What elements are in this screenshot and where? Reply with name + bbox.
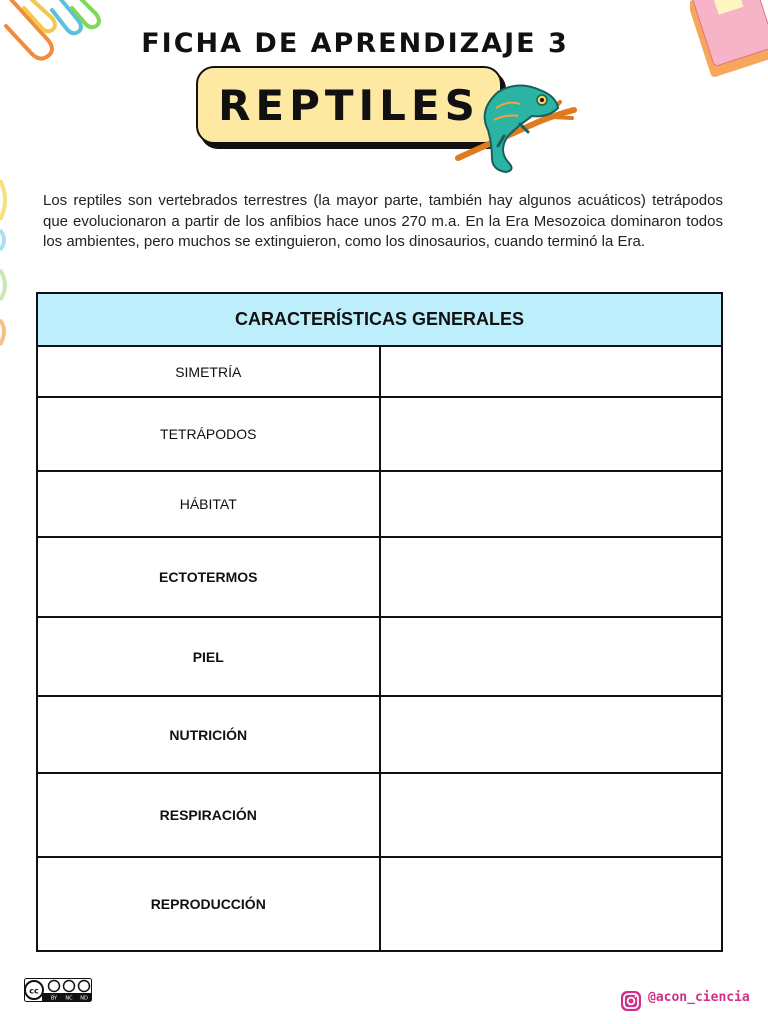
answer-cell-piel[interactable] bbox=[380, 617, 723, 696]
table-heading: CARACTERÍSTICAS GENERALES bbox=[37, 293, 722, 346]
side-decoration-icon bbox=[0, 160, 14, 350]
creative-commons-icon bbox=[24, 978, 92, 1002]
row-label-nutricion: NUTRICIÓN bbox=[37, 696, 380, 773]
table-row bbox=[37, 617, 722, 696]
table-row bbox=[37, 471, 722, 537]
answer-cell-reproduccion[interactable] bbox=[380, 857, 723, 951]
intro-paragraph: Los reptiles son vertebrados terrestres (la mayor parte, también hay algunos acuáticos) tetrápodos que evolucionaron a partir de los anfibios hace unos 270 m.a. En la Era Mesozoica dominaron todos los ambientes, pero muchos se extinguieron, como los dinosaurios, cuando terminó la Era. bbox=[43, 192, 723, 250]
answer-cell-ectotermos[interactable] bbox=[380, 537, 723, 617]
answer-cell-habitat[interactable] bbox=[380, 471, 723, 537]
chameleon-icon bbox=[448, 70, 578, 175]
table-row bbox=[37, 696, 722, 773]
table-row bbox=[37, 397, 722, 471]
row-label-habitat: HÁBITAT bbox=[37, 471, 380, 537]
row-label-simetria: SIMETRÍA bbox=[37, 346, 380, 397]
row-label-reproduccion: REPRODUCCIÓN bbox=[37, 857, 380, 951]
table-row bbox=[37, 857, 722, 951]
characteristics-table bbox=[36, 292, 723, 952]
table-row bbox=[37, 346, 722, 397]
license-nd: ND bbox=[80, 995, 88, 1002]
svg-text:cc: cc bbox=[29, 986, 39, 996]
page-title: REPTILES bbox=[218, 80, 480, 130]
license-by: BY bbox=[50, 995, 58, 1002]
worksheet-subtitle: FICHA DE APRENDIZAJE 3 bbox=[141, 28, 569, 59]
answer-cell-tetrapodos[interactable] bbox=[380, 397, 723, 471]
table-row bbox=[37, 773, 722, 857]
instagram-icon bbox=[620, 990, 642, 1012]
row-label-respiracion: RESPIRACIÓN bbox=[37, 773, 380, 857]
answer-cell-respiracion[interactable] bbox=[380, 773, 723, 857]
license-nc: NC bbox=[65, 995, 73, 1002]
instagram-handle[interactable]: @acon_ciencia bbox=[648, 990, 750, 1005]
table-row bbox=[37, 537, 722, 617]
row-label-piel: PIEL bbox=[37, 617, 380, 696]
row-label-ectotermos: ECTOTERMOS bbox=[37, 537, 380, 617]
answer-cell-nutricion[interactable] bbox=[380, 696, 723, 773]
row-label-tetrapodos: TETRÁPODOS bbox=[37, 397, 380, 471]
answer-cell-simetria[interactable] bbox=[380, 346, 723, 397]
